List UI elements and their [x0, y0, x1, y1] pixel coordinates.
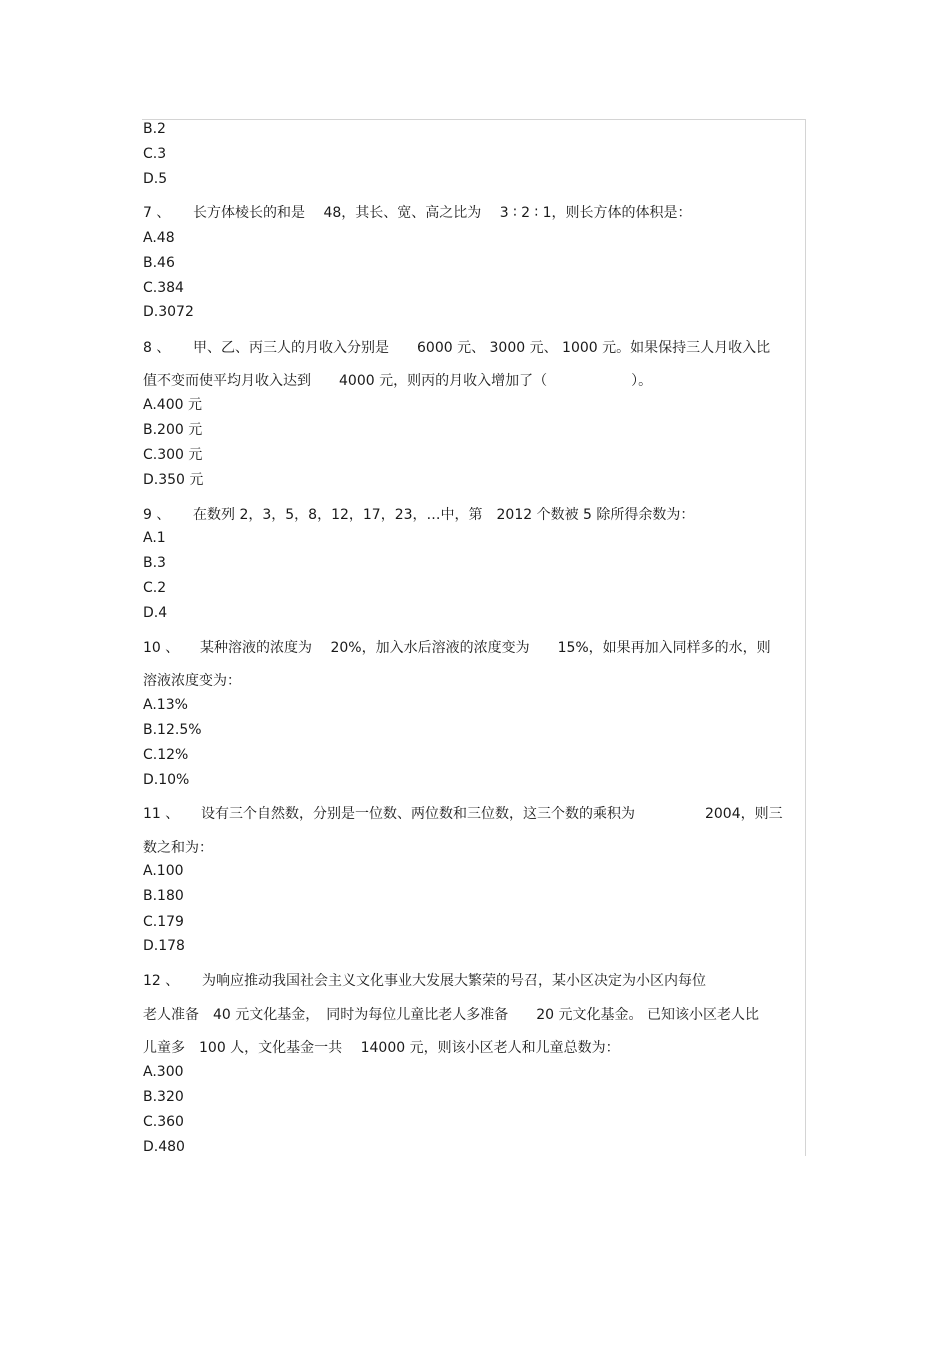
question-text-continued: 老人准备 40 元文化基金， 同时为每位儿童比老人多准备 20 元文化基金。 已知该小区老人比 [143, 1007, 759, 1023]
option: D.480 [143, 1139, 185, 1155]
option: D.5 [143, 171, 168, 187]
question-text: 在数列 2，3，5，8，12，17，23，…中，第 2012 个数被 5 除所得余数为： [193, 507, 695, 523]
option: D.10% [143, 772, 190, 788]
question-number: 11 、 [143, 806, 180, 822]
option: C.3 [143, 146, 167, 162]
option: A.400 元 [143, 397, 202, 413]
option: D.3072 [143, 304, 194, 320]
option: B.3 [143, 555, 166, 571]
option: D.350 元 [143, 472, 204, 488]
option: A.300 [143, 1064, 184, 1080]
option: C.384 [143, 280, 184, 296]
option: B.12.5% [143, 722, 202, 738]
option: C.360 [143, 1114, 184, 1130]
option: C.300 元 [143, 447, 203, 463]
question-text-continued: 值不变而使平均月收入达到 4000 元，则丙的月收入增加了（ ）。 [143, 373, 653, 389]
question-10 [143, 640, 771, 656]
question-number: 8 、 [143, 340, 171, 356]
question-8 [143, 340, 770, 356]
question-7 [143, 205, 692, 221]
question-number: 7 、 [143, 205, 171, 221]
option: A.13% [143, 697, 188, 713]
option: A.100 [143, 863, 184, 879]
option: C.12% [143, 747, 189, 763]
question-9 [143, 507, 694, 523]
question-number: 10 、 [143, 640, 180, 656]
option: D.4 [143, 605, 168, 621]
option: B.200 元 [143, 422, 203, 438]
option: C.179 [143, 914, 184, 930]
option: C.2 [143, 580, 167, 596]
page-frame [142, 119, 806, 1156]
question-11 [143, 806, 783, 822]
question-12 [143, 973, 706, 989]
question-text: 甲、乙、丙三人的月收入分别是 6000 元、 3000 元、 1000 元。如果保持三人月收入比 [193, 340, 771, 356]
question-text-continued: 数之和为： [143, 840, 213, 856]
option: B.2 [143, 121, 166, 137]
question-text-continued: 儿童多 100 人，文化基金一共 14000 元，则该小区老人和儿童总数为： [143, 1040, 620, 1056]
option: B.46 [143, 255, 175, 271]
question-text: 设有三个自然数，分别是一位数、两位数和三位数，这三个数的乘积为 2004，则三 [201, 806, 783, 822]
option: A.1 [143, 530, 166, 546]
option: A.48 [143, 230, 175, 246]
question-text: 某种溶液的浓度为 20%，加入水后溶液的浓度变为 15%，如果再加入同样多的水，则 [200, 640, 771, 656]
question-text: 长方体棱长的和是 48，其长、宽、高之比为 3 ∶ 2 ∶ 1，则长方体的体积是： [193, 205, 692, 221]
option: D.178 [143, 938, 185, 954]
option: B.180 [143, 888, 184, 904]
question-number: 12 、 [143, 973, 180, 989]
option: B.320 [143, 1089, 184, 1105]
question-text: 为响应推动我国社会主义文化事业大发展大繁荣的号召，某小区决定为小区内每位 [202, 973, 706, 989]
question-text-continued: 溶液浓度变为： [143, 673, 241, 689]
question-number: 9 、 [143, 507, 171, 523]
